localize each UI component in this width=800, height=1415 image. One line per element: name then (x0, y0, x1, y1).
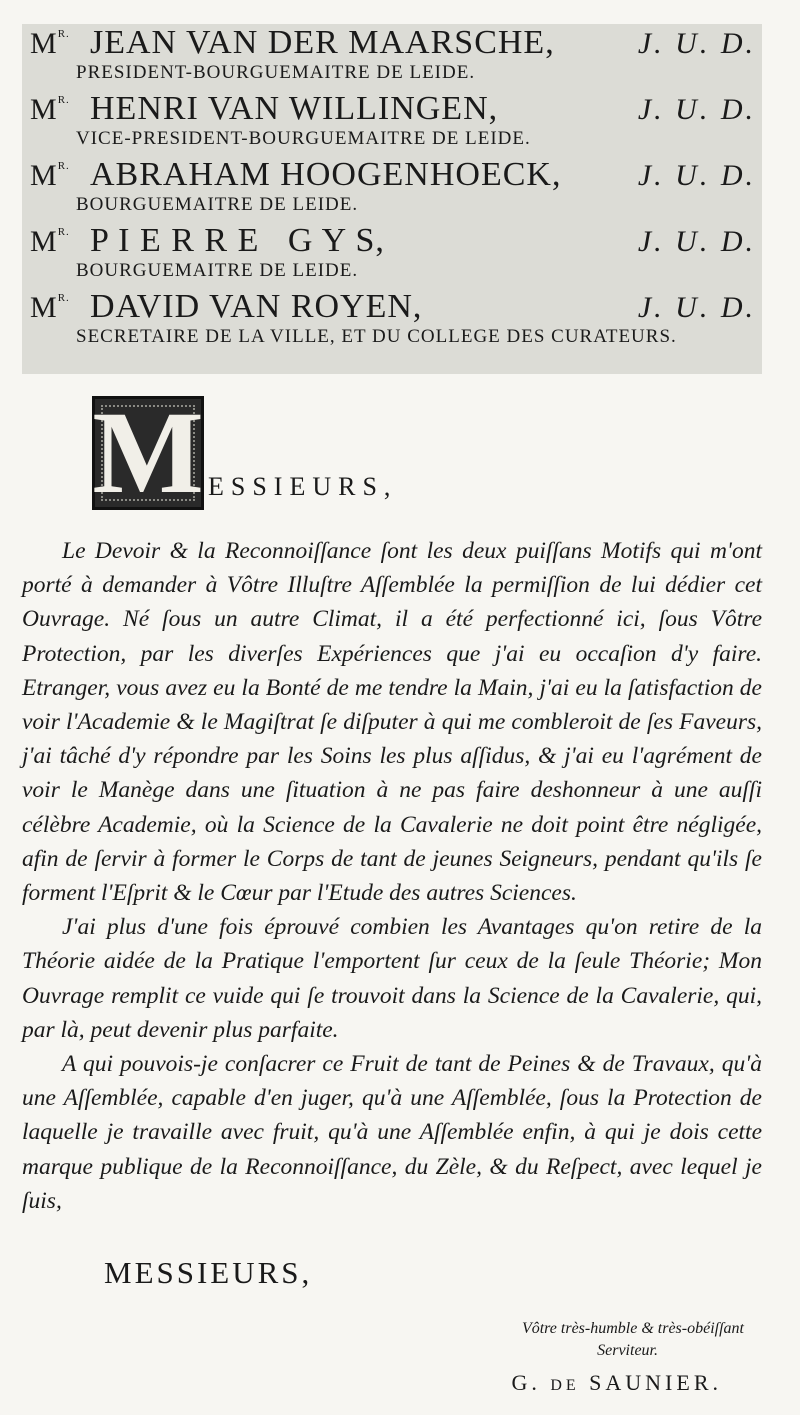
honorific: $M^{R.}$ (30, 93, 70, 126)
dedicatee-name: JEAN VAN DER MAARSCHE, (90, 24, 555, 61)
dedication-body (22, 534, 762, 1218)
dedicatee-name: DAVID VAN ROYEN, (90, 288, 423, 325)
dedicatee-entry (30, 156, 762, 222)
paragraph: J'ai plus d'une fois éprouvé combien les Avantages qu'on retire de la Théorie aidée de la Pratique l'emportent ſur ceux de la ſeule Théorie; Mon Ouvrage remplit ce vuide qui ſe trouvoit dans la Science de la Cavalerie, qui, par là, peut devenir plus parfaite. (22, 914, 762, 1043)
dedicatee-title: SECRETAIRE DE LA VILLE, ET DU COLLEGE DES CURATEURS. (76, 326, 677, 347)
signature-particle: DE (550, 1377, 580, 1394)
paragraph: A qui pouvois-je conſacrer ce Fruit de tant de Peines & de Travaux, qu'à une Aſſemblée, capable d'en juger, qu'à une Aſſemblée, ſous la Protection de laquelle je travaille avec fruit, qu'à une Aſſemblée enfin, à qui je dois cette marque publique de la Reconnoiſſance, du Zèle, & du Reſpect, avec lequel je ſuis, (22, 1051, 762, 1214)
salutation-text: ESSIEURS, (208, 472, 398, 501)
dedicatee-entry (30, 222, 762, 288)
dedicatee-entry (30, 24, 762, 90)
dedicatee-name: HENRI VAN WILLINGEN, (90, 90, 499, 127)
servant-line: Vôtre très-humble & très-obéiſſant (521, 1320, 744, 1337)
honorific: $M^{R.}$ (30, 159, 70, 192)
dedicatee-degree: J. U. D. (637, 27, 756, 60)
signature (511, 1370, 722, 1396)
dedicatee-title: BOURGUEMAITRE DE LEIDE. (76, 194, 359, 215)
signature-surname: SAUNIER. (589, 1370, 722, 1395)
dedicatee-title: VICE-PRESIDENT-BOURGUEMAITRE DE LEIDE. (76, 128, 531, 149)
closing-salutation: MESSIEURS, (104, 1255, 313, 1290)
honorific: $M^{R.}$ (30, 291, 70, 324)
dedicatee-degree: J. U. D. (637, 291, 756, 324)
dedicatee-list (22, 24, 762, 374)
dropcap-letter: M (92, 387, 204, 518)
dedicatee-degree: J. U. D. (637, 159, 756, 192)
servant-line: Serviteur. (597, 1342, 658, 1359)
dedicatee-title: BOURGUEMAITRE DE LEIDE. (76, 260, 359, 281)
paragraph: Le Devoir & la Reconnoiſſance ſont les deux puiſſans Motifs qui m'ont porté à demander à Vôtre Illuſtre Aſſemblée la permiſſion de lui dédier cet Ouvrage. Né ſous un autre Climat, il a été perfectionné ici, ſous Vôtre Protection, par les diverſes Expériences que j'ai eu occaſion d'y faire. Etranger, vous avez eu la Bonté de me tendre la Main, j'ai eu la ſatisfaction de voir l'Academie & le Magiſtrat ſe diſputer à qui me combleroit de ſes Faveurs, j'ai tâché d'y répondre par les Soins les plus aſſidus, & j'ai eu l'agrément de voir le Manège dans une ſituation à ne pas faire deshonneur à une auſſi célèbre Academie, où la Science de la Cavalerie ne doit point être négligée, afin de ſervir à former le Corps de tant de jeunes Seigneurs, pendant qu'ils ſe forment l'Eſprit & le Cœur par l'Etude des autres Sciences. (22, 538, 762, 907)
ornamental-dropcap (92, 387, 204, 518)
salutation (92, 387, 772, 526)
servant-formula (424, 1318, 744, 1362)
dedicatee-name: ABRAHAM HOOGENHOECK, (90, 156, 562, 193)
honorific: $M^{R.}$ (30, 225, 70, 258)
honorific: $M^{R.}$ (30, 27, 70, 60)
dedicatee-name: P I E R R E G Y S, (90, 222, 385, 259)
dedicatee-degree: J. U. D. (637, 93, 756, 126)
signature-initial: G. (511, 1370, 541, 1395)
dedicatee-entry (30, 90, 762, 156)
dedicatee-title: PRESIDENT-BOURGUEMAITRE DE LEIDE. (76, 62, 476, 83)
dedicatee-degree: J. U. D. (637, 225, 756, 258)
dedicatee-entry (30, 288, 762, 354)
